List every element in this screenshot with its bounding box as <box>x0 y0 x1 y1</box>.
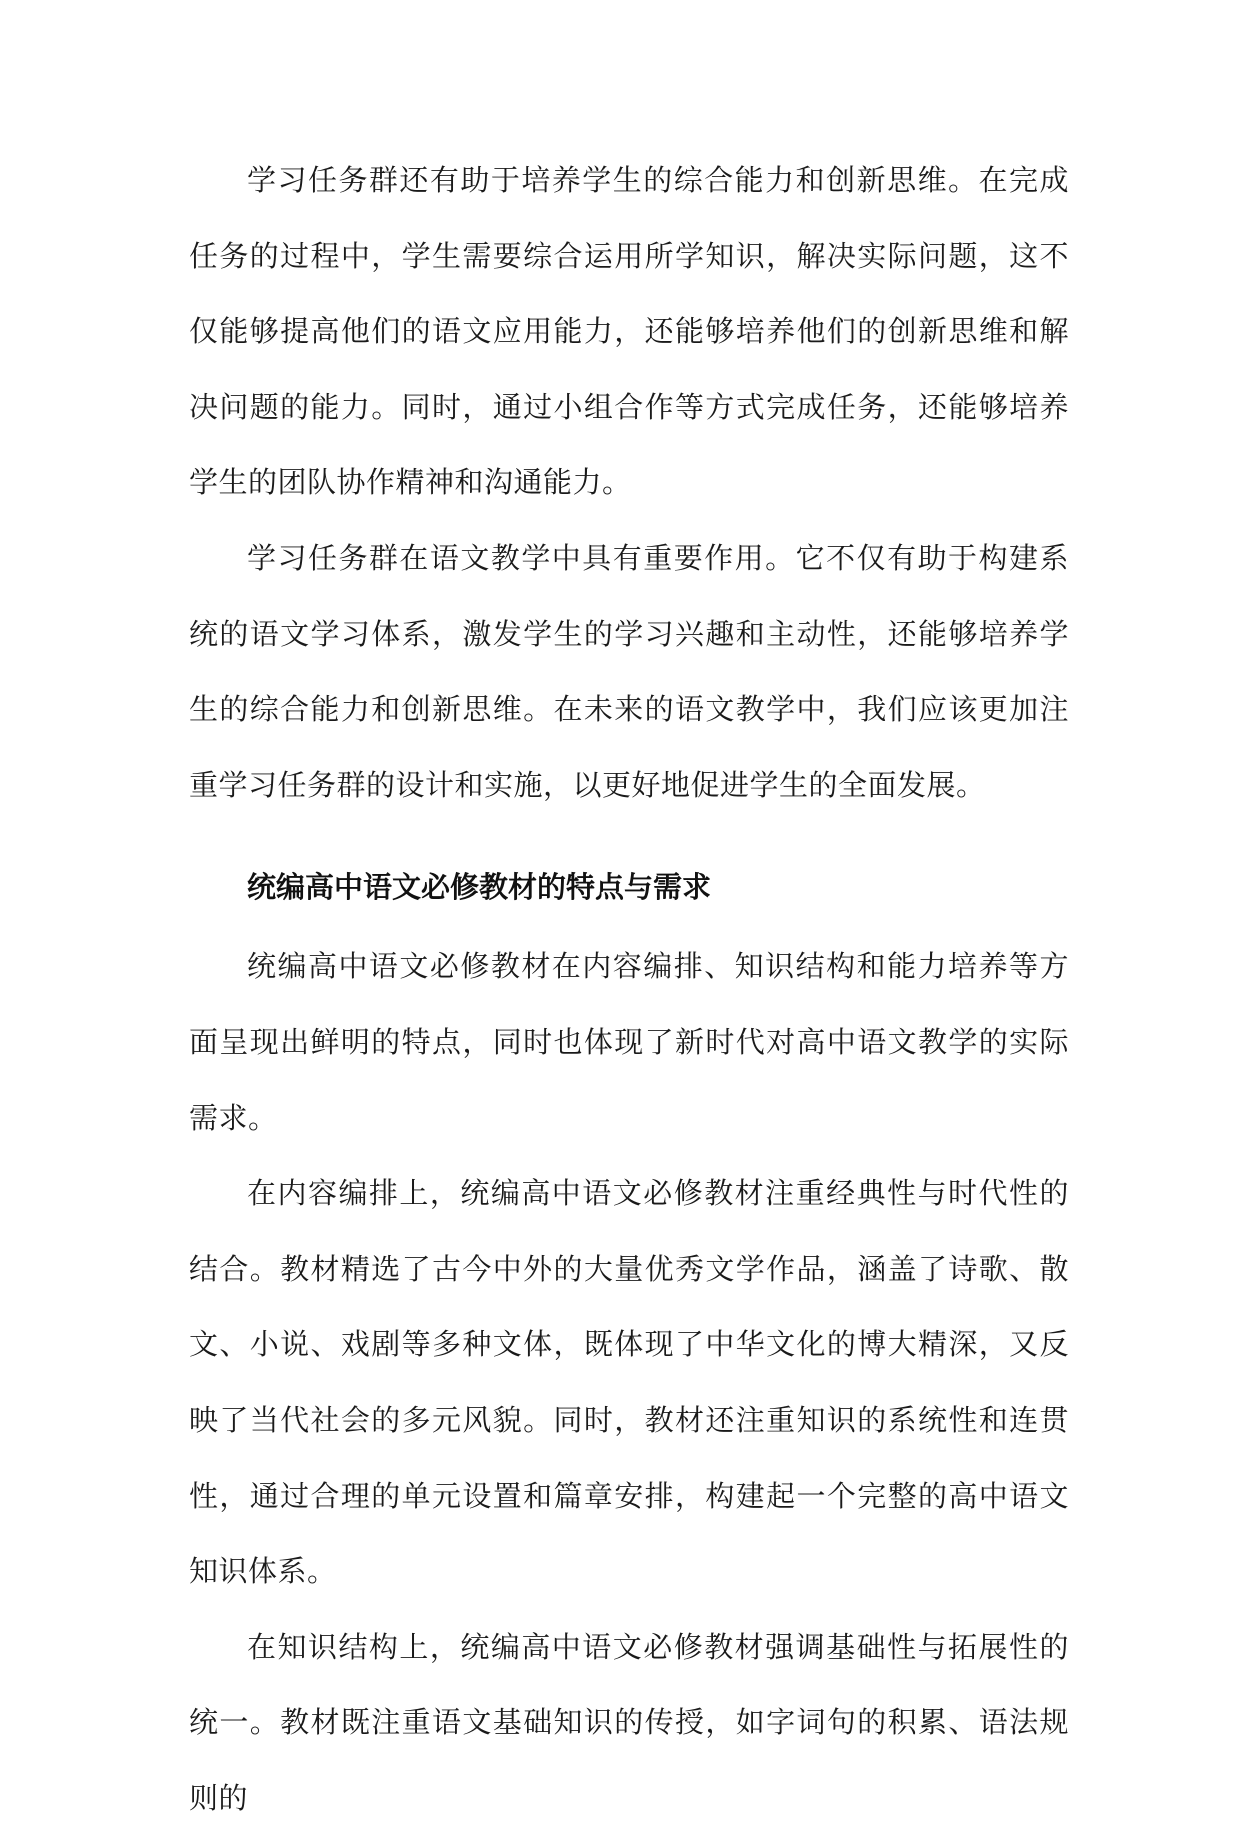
section-heading: 统编高中语文必修教材的特点与需求 <box>247 870 712 905</box>
paragraph-3: 统编高中语文必修教材在内容编排、知识结构和能力培养等方面呈现出鲜明的特点，同时也体现了新时代对高中语文教学的实际需求。 <box>189 949 1069 1135</box>
paragraph-2: 学习任务群在语文教学中具有重要作用。它不仅有助于构建系统的语文学习体系，激发学生的学习兴趣和主动性，还能够培养学生的综合能力和创新思维。在未来的语文教学中，我们应该更加注重学习任务群的设计和实施，以更好地促进学生的全面发展。 <box>189 540 1069 802</box>
paragraph-4: 在内容编排上，统编高中语文必修教材注重经典性与时代性的结合。教材精选了古今中外的大量优秀文学作品，涵盖了诗歌、散文、小说、戏剧等多种文体，既体现了中华文化的博大精深，又反映了当代社会的多元风貌。同时，教材还注重知识的系统性和连贯性，通过合理的单元设置和篇章安排，构建起一个完整的高中语文知识体系。 <box>189 1176 1069 1589</box>
paragraph-1: 学习任务群还有助于培养学生的综合能力和创新思维。在完成任务的过程中，学生需要综合运用所学知识，解决实际问题，这不仅能够提高他们的语文应用能力，还能够培养他们的创新思维和解决问题的能力。同时，通过小组合作等方式完成任务，还能够培养学生的团队协作精神和沟通能力。 <box>189 163 1069 500</box>
document-body <box>189 143 1069 1836</box>
paragraph-5: 在知识结构上，统编高中语文必修教材强调基础性与拓展性的统一。教材既注重语文基础知识的传授，如字词句的积累、语法规则的 <box>189 1629 1069 1815</box>
